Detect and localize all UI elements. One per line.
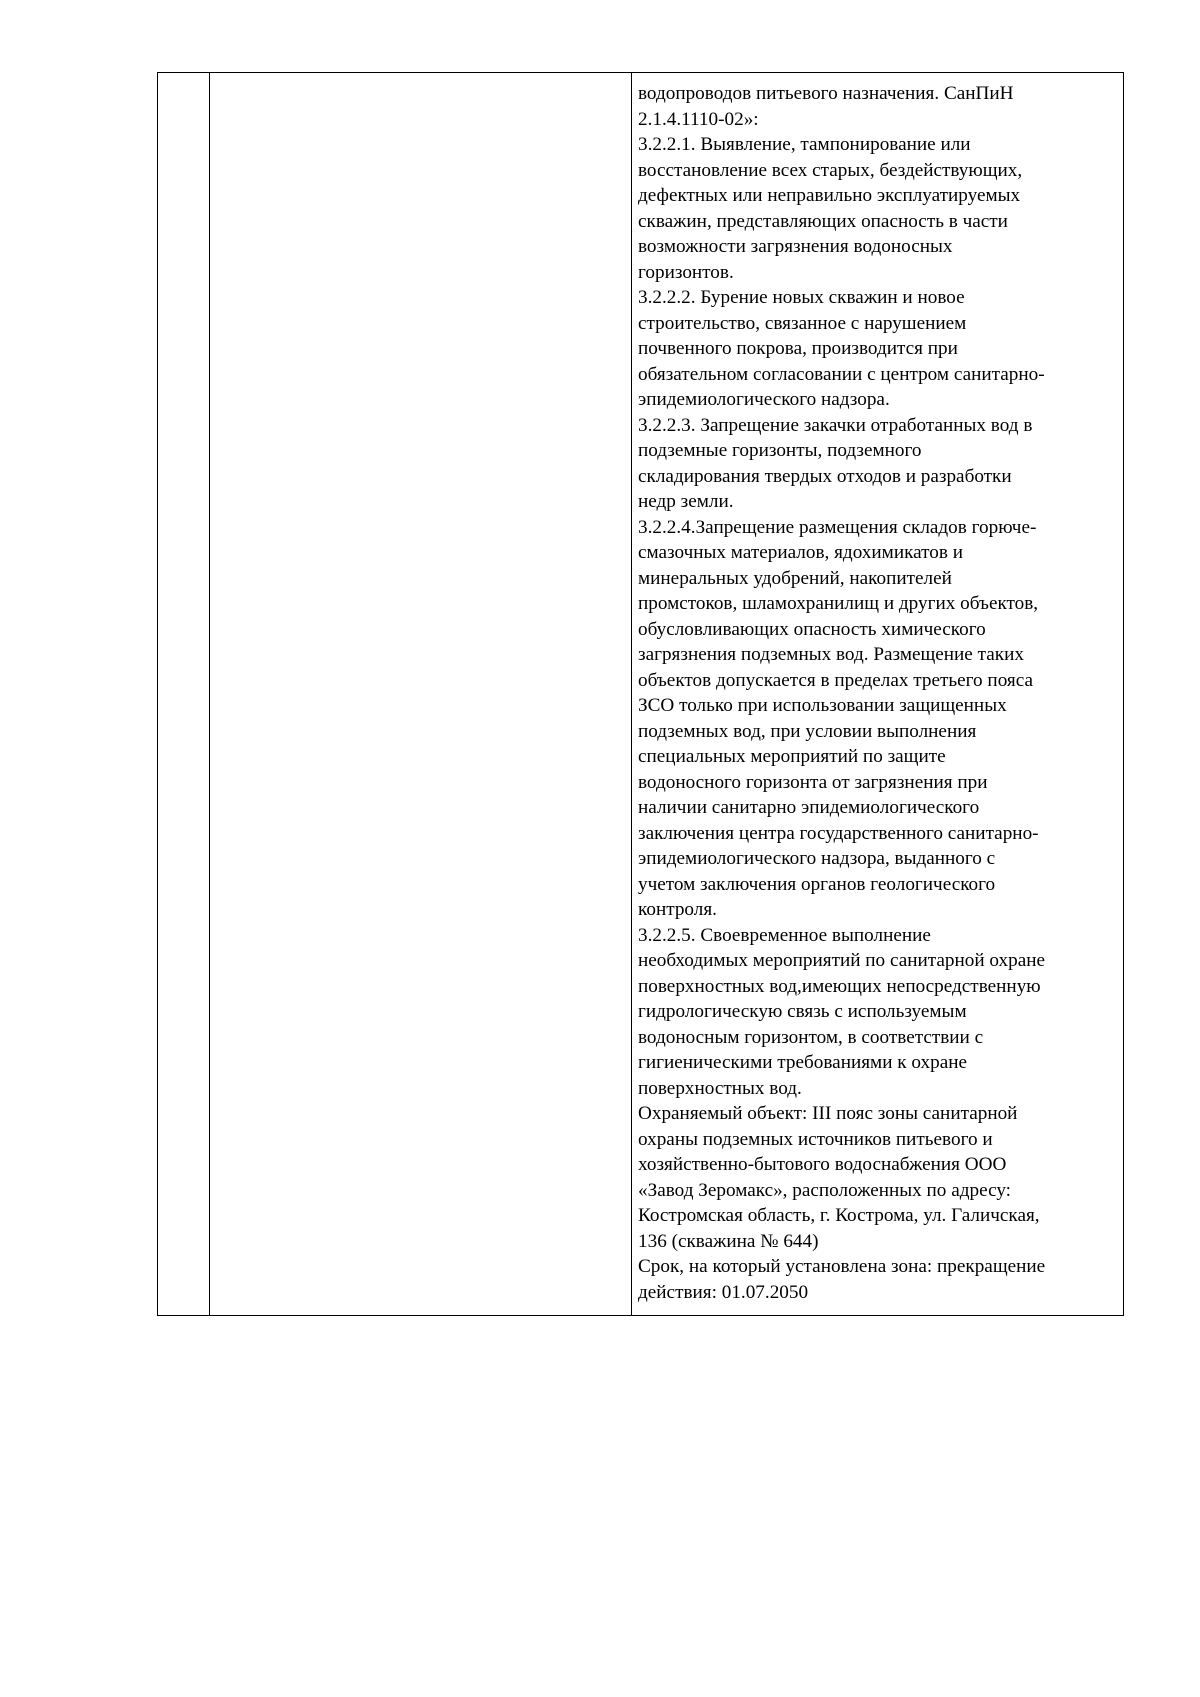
paragraph-intro: водопроводов питьевого назначения. СанПиН 2.1.4.1110-02»: (638, 83, 1014, 130)
table-row (158, 73, 1124, 1316)
protected-object-paragraph: Охраняемый объект: III пояс зоны санитарной охраны подземных источников питьевого и хозяйственно-бытового водоснабжения ООО «Завод Зеромакс», расположенных по адресу: Костромская область, г. Кострома, ул. Галичская, 136 (скважина № 644) (638, 1103, 1040, 1252)
paragraph-3-2-2-3: 3.2.2.3. Запрещение закачки отработанных вод в подземные горизонты, подземного складирования твердых отходов и разработки недр земли. (638, 414, 1033, 512)
paragraph-3-2-2-5: 3.2.2.5. Своевременное выполнение необходимых мероприятий по санитарной охране поверхностных вод,имеющих непосредственную гидрологическую связь с используемым водоносным горизонтом, в соответствии с гигиеническими требованиями к охране поверхностных вод. (638, 924, 1046, 1099)
document-table (157, 72, 1124, 1316)
description-cell (632, 73, 1124, 1316)
paragraph-3-2-2-4: 3.2.2.4.Запрещение размещения складов горюче- смазочных материалов, ядохимикатов и минеральных удобрений, накопителей промстоков, шламохранилищ и других объектов, обусловливающих опасность химического загрязнения подземных вод. Размещение таких объектов допускается в пределах третьего пояса ЗСО только при использовании защищенных подземных вод, при условии выполнения специальных мероприятий по защите водоносного горизонта от загрязнения при наличии санитарно эпидемиологического заключения центра государственного санитарно- эпидемиологического надзора, выданного с учетом заключения органов геологического контроля. (638, 516, 1039, 920)
description-text (632, 73, 1123, 1315)
zone-term-paragraph: Срок, на который установлена зона: прекращение действия: 01.07.2050 (638, 1256, 1046, 1303)
row-number-cell (158, 73, 210, 1316)
zone-name-cell (210, 73, 632, 1316)
paragraph-3-2-2-1: 3.2.2.1. Выявление, тампонирование или восстановление всех старых, бездействующих, дефектных или неправильно эксплуатируемых скважин, представляющих опасность в части возможности загрязнения водоносных горизонтов. (638, 134, 1023, 283)
paragraph-3-2-2-2: 3.2.2.2. Бурение новых скважин и новое строительство, связанное с нарушением почвенного покрова, производится при обязательном согласовании с центром санитарно- эпидемиологического надзора. (638, 287, 1045, 410)
